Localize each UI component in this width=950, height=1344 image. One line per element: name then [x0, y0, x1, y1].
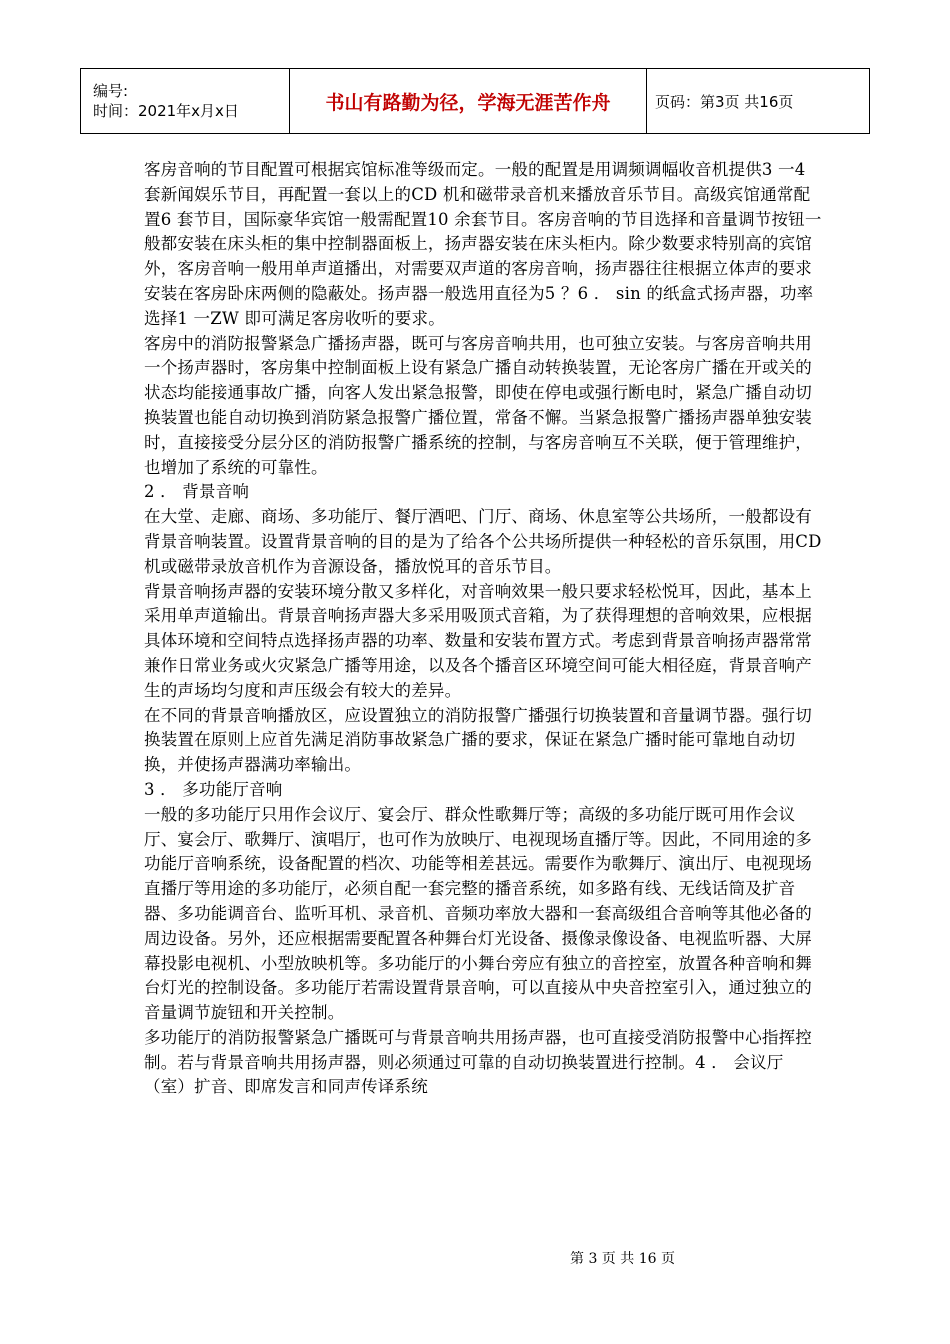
paragraph: 客房中的消防报警紧急广播扬声器，既可与客房音响共用，也可独立安装。与客房音响共用一个扬声器时，客房集中控制面板上设有紧急广播自动转换装置，无论客房广播在开或关的状态均能接通事故广播，向客人发出紧急报警，即使在停电或强行断电时，紧急广播自动切换装置也能自动切换到消防紧急报警广播位置，常备不懈。当紧急报警广播扬声器单独安装时，直接接受分层分区的消防报警广播系统的控制，与客房音响互不关联，便于管理维护，也增加了系统的可靠性。: [144, 333, 812, 477]
paragraph: 一般的多功能厅只用作会议厅、宴会厅、群众性歌舞厅等；高级的多功能厅既可用作会议厅、宴会厅、歌舞厅、演唱厅，也可作为放映厅、电视现场直播厅等。因此，不同用途的多功能厅音响系统，设备配置的档次、功能等相差甚远。需要作为歌舞厅、演出厅、电视现场直播厅等用途的多功能厅，必须自配一套完整的播音系统，如多路有线、无线话筒及扩音器、多功能调音台、监听耳机、录音机、音频功率放大器和一套高级组合音响等其他必备的周边设备。另外，还应根据需要配置各种舞台灯光设备、摄像录像设备、电视监听器、大屏幕投影电视机、小型放映机等。多功能厅的小舞台旁应有独立的音控室，放置各种音响和舞台灯光的控制设备。多功能厅若需设置背景音响，可以直接从中央音控室引入，通过独立的音量调节旋钮和开关控制。: [144, 804, 812, 1023]
section-heading: 3 ． 多功能厅音响: [144, 779, 283, 799]
document-body: [144, 158, 824, 1100]
document-number-label: 编号:: [93, 82, 129, 100]
header-page-info: 页码：第3页 共16页: [647, 69, 870, 134]
section-heading: 2 ． 背景音响: [144, 482, 250, 502]
paragraph: 多功能厅的消防报警紧急广播既可与背景音响共用扬声器，也可直接受消防报警中心指挥控制。若与背景音响共用扬声器，则必须通过可靠的自动切换装置进行控制。4 ． 会议厅（室）扩音、即席发言和同声传译系统: [144, 1027, 812, 1097]
paragraph: 在不同的背景音响播放区，应设置独立的消防报警广播强行切换装置和音量调节器。强行切换装置在原则上应首先满足消防事故紧急广播的要求，保证在紧急广播时能可靠地自动切换，并使扬声器满功率输出。: [144, 705, 812, 775]
page-number: 第 3 页 共 16 页: [570, 1251, 675, 1267]
header-meta: [81, 69, 290, 134]
paragraph: 在大堂、走廊、商场、多功能厅、餐厅酒吧、门厅、商场、休息室等公共场所，一般都设有背景音响装置。设置背景音响的目的是为了给各个公共场所提供一种轻松的音乐氛围，用CD 机或磁带录放音机作为音源设备，播放悦耳的音乐节目。: [144, 507, 822, 576]
document-header: [80, 68, 870, 134]
paragraph: 背景音响扬声器的安装环境分散又多样化，对音响效果一般只要求轻松悦耳，因此，基本上采用单声道输出。背景音响扬声器大多采用吸顶式音箱，为了获得理想的音响效果，应根据具体环境和空间特点选择扬声器的功率、数量和安装布置方式。考虑到背景音响扬声器常常兼作日常业务或火灾紧急广播等用途，以及各个播音区环境空间可能大相径庭，背景音响产生的声场均匀度和声压级会有较大的差异。: [144, 581, 812, 700]
paragraph: 客房音响的节目配置可根据宾馆标准等级而定。一般的配置是用调频调幅收音机提供3 一4 套新闻娱乐节目，再配置一套以上的CD 机和磁带录音机来播放音乐节目。高级宾馆通常配置6 套节目，国际豪华宾馆一般需配置10 余套节目。客房音响的节目选择和音量调节按钮一般都安装在床头柜的集中控制器面板上，扬声器安装在床头柜内。除少数要求特别高的宾馆外，客房音响一般用单声道播出，对需要双声道的客房音响，扬声器往往根据立体声的要求安装在客房卧床两侧的隐蔽处。扬声器一般选用直径为5 ？6 ． sin 的纸盒式扬声器，功率选择1 一ZW 即可满足客房收听的要求。: [144, 160, 822, 328]
document-time-label: 时间：2021年x月x日: [93, 102, 239, 120]
header-motto: 书山有路勤为径，学海无涯苦作舟: [290, 69, 647, 134]
